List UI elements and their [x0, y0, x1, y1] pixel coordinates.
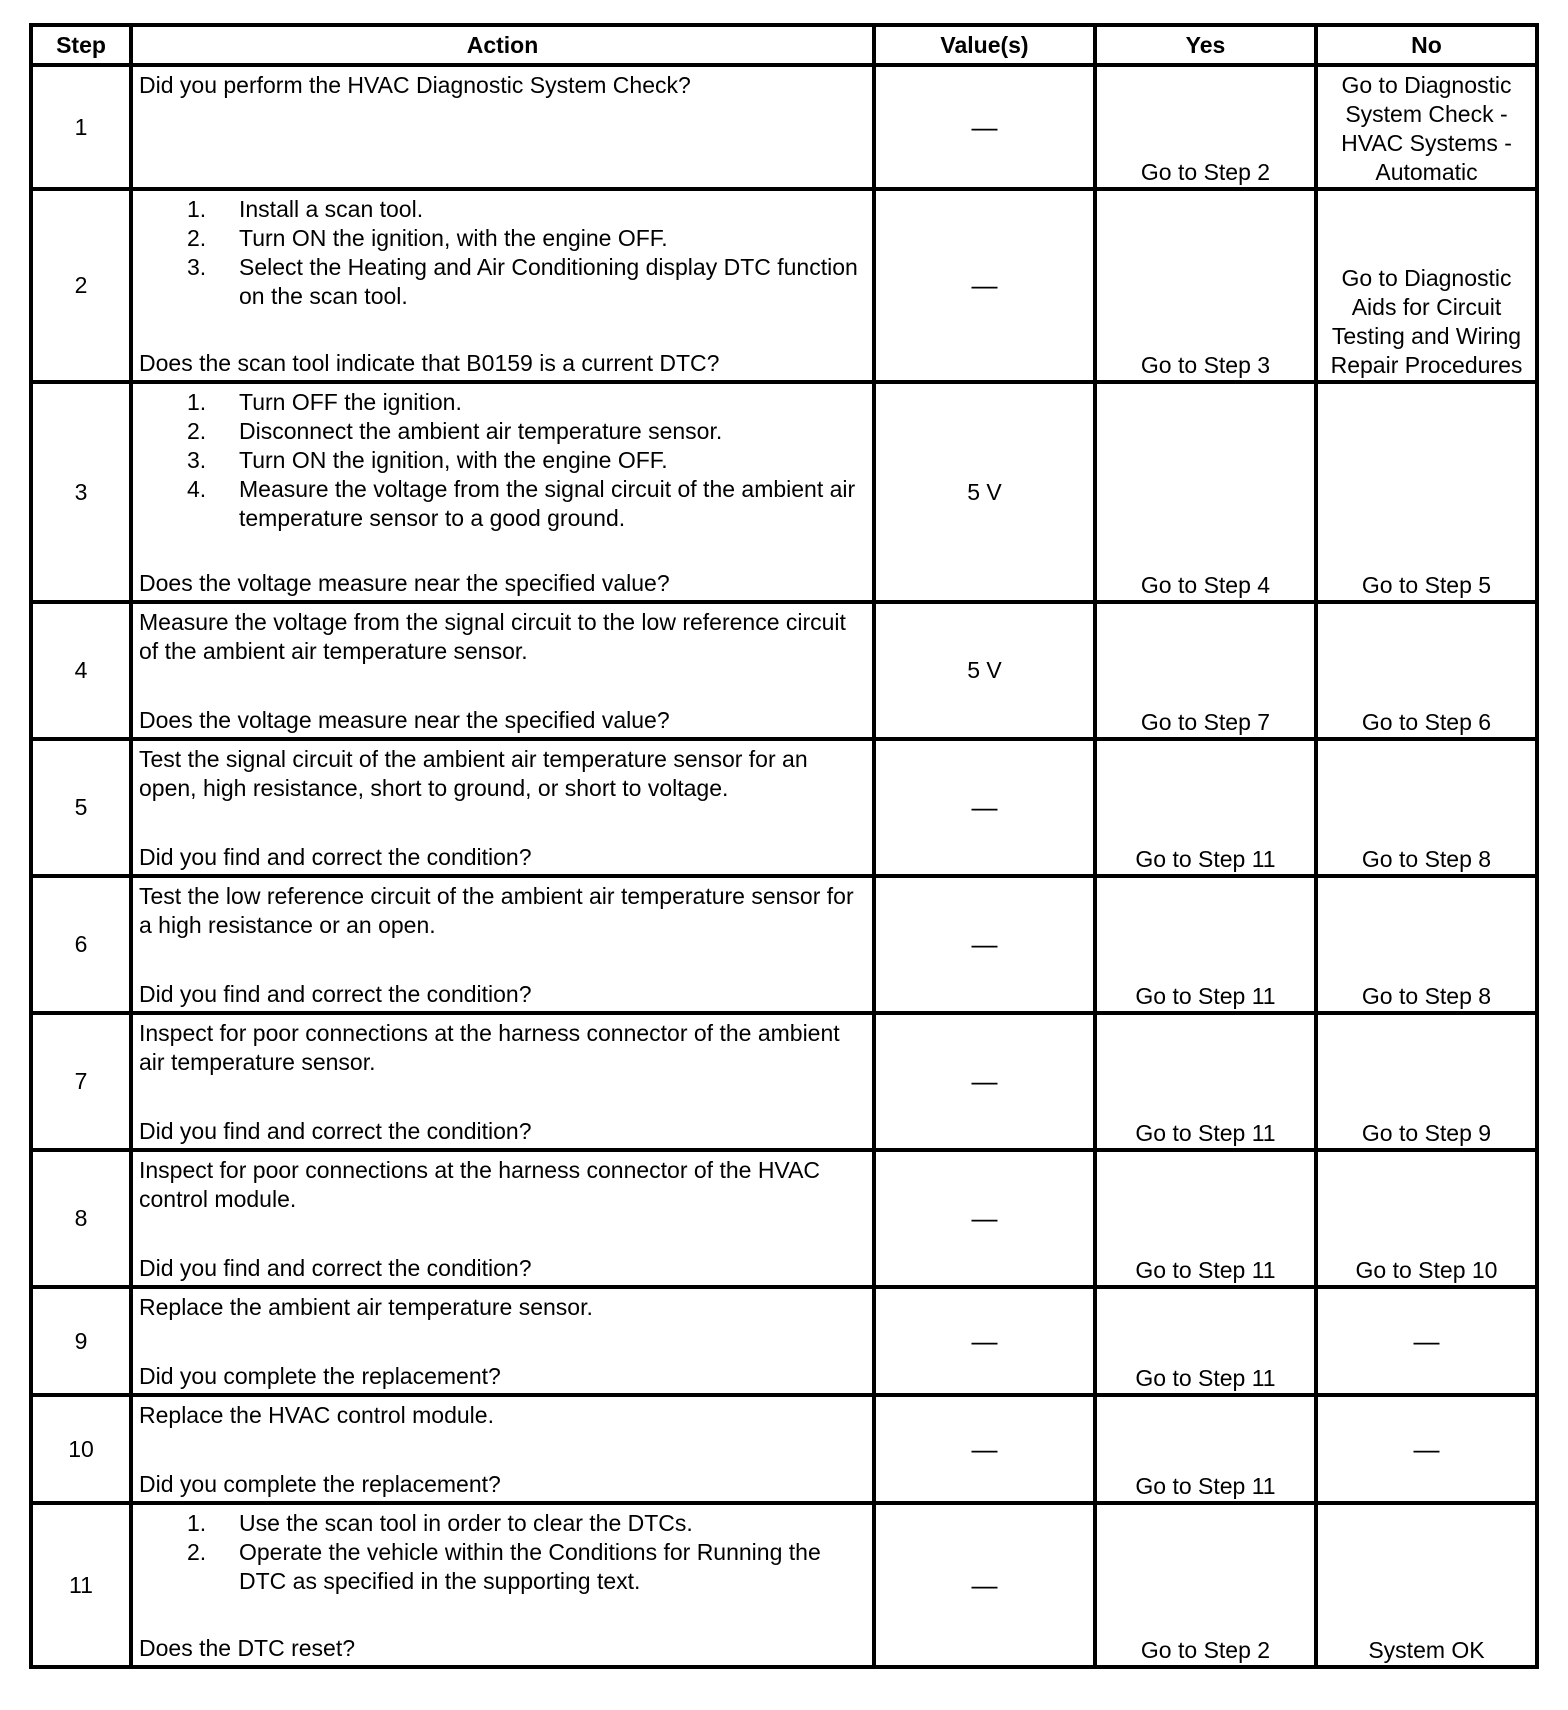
action-instructions [139, 388, 866, 533]
yes-cell: Go to Step 11 [1095, 876, 1316, 1013]
list-item-text: Select the Heating and Air Conditioning display DTC function on the scan tool. [239, 254, 858, 309]
action-cell [131, 1395, 874, 1503]
no-cell: Go to Step 5 [1316, 382, 1537, 602]
value-cell: 5 V [874, 602, 1095, 739]
list-item-number: 3. [187, 254, 207, 280]
action-question: Did you complete the replacement? [139, 1363, 501, 1389]
action-cell [131, 1150, 874, 1287]
yes-cell: Go to Step 2 [1095, 1503, 1316, 1667]
action-steps-list [139, 1509, 866, 1596]
yes-cell: Go to Step 4 [1095, 382, 1316, 602]
header-step: Step [31, 25, 131, 65]
list-item-number: 2. [187, 418, 207, 444]
action-cell [131, 739, 874, 876]
step-number: 9 [31, 1287, 131, 1395]
table-row [31, 189, 1537, 382]
table-row [31, 876, 1537, 1013]
table-row [31, 1150, 1537, 1287]
action-instructions [139, 1156, 866, 1214]
action-instructions [139, 1019, 866, 1077]
value-cell: — [874, 1013, 1095, 1150]
action-intro: Test the low reference circuit of the ambient air temperature sensor for a high resistance or an open. [139, 883, 854, 938]
action-content [133, 604, 872, 737]
value-cell: — [874, 65, 1095, 189]
step-number: 4 [31, 602, 131, 739]
table-header [31, 25, 1537, 65]
header-yes: Yes [1095, 25, 1316, 65]
list-item-number: 2. [187, 1539, 207, 1565]
table-row [31, 1503, 1537, 1667]
no-cell: Go to Step 8 [1316, 739, 1537, 876]
list-item-text: Use the scan tool in order to clear the DTCs. [239, 1510, 693, 1536]
header-no: No [1316, 25, 1537, 65]
no-cell: — [1316, 1287, 1537, 1395]
list-item-text: Turn ON the ignition, with the engine OFF. [239, 447, 668, 473]
table-row [31, 739, 1537, 876]
step-number: 11 [31, 1503, 131, 1667]
action-question: Does the DTC reset? [139, 1635, 356, 1661]
action-intro: Inspect for poor connections at the harness connector of the HVAC control module. [139, 1157, 821, 1212]
action-intro: Replace the HVAC control module. [139, 1402, 494, 1428]
list-item [139, 417, 866, 446]
table-row [31, 1287, 1537, 1395]
value-cell: — [874, 739, 1095, 876]
list-item-number: 1. [187, 196, 207, 222]
step-number: 6 [31, 876, 131, 1013]
action-content [133, 1152, 872, 1285]
header-row [31, 25, 1537, 65]
header-values: Value(s) [874, 25, 1095, 65]
no-cell: Go to Step 6 [1316, 602, 1537, 739]
action-question: Did you find and correct the condition? [139, 1118, 532, 1144]
action-intro: Test the signal circuit of the ambient air temperature sensor for an open, high resistance, short to ground, or short to voltage. [139, 746, 808, 801]
yes-cell: Go to Step 11 [1095, 1287, 1316, 1395]
table-row [31, 1013, 1537, 1150]
action-steps-list [139, 195, 866, 311]
action-instructions [139, 1293, 866, 1322]
value-cell: — [874, 1287, 1095, 1395]
action-question: Does the voltage measure near the specified value? [139, 570, 670, 596]
action-steps-list [139, 388, 866, 533]
action-question: Did you complete the replacement? [139, 1471, 501, 1497]
list-item-text: Disconnect the ambient air temperature sensor. [239, 418, 723, 444]
yes-cell: Go to Step 11 [1095, 1013, 1316, 1150]
table-row [31, 382, 1537, 602]
action-instructions [139, 1401, 866, 1430]
action-instructions [139, 608, 866, 666]
yes-cell: Go to Step 11 [1095, 739, 1316, 876]
list-item-text: Operate the vehicle within the Conditions for Running the DTC as specified in the supporting text. [239, 1539, 821, 1594]
action-content [133, 741, 872, 874]
action-cell [131, 1013, 874, 1150]
table-row [31, 1395, 1537, 1503]
step-number: 5 [31, 739, 131, 876]
diagnostic-table [29, 23, 1539, 1669]
no-cell: Go to Step 9 [1316, 1013, 1537, 1150]
table-row [31, 65, 1537, 189]
value-cell: — [874, 1503, 1095, 1667]
action-content [133, 878, 872, 1011]
list-item [139, 1509, 866, 1538]
action-cell [131, 189, 874, 382]
list-item [139, 1538, 866, 1596]
action-content [133, 1505, 872, 1665]
no-cell: Go to Diagnostic System Check - HVAC Systems - Automatic [1316, 65, 1537, 189]
action-question: Did you find and correct the condition? [139, 981, 532, 1007]
list-item-text: Turn ON the ignition, with the engine OFF. [239, 225, 668, 251]
list-item-number: 4. [187, 476, 207, 502]
no-cell: — [1316, 1395, 1537, 1503]
yes-cell: Go to Step 2 [1095, 65, 1316, 189]
action-cell [131, 65, 874, 189]
action-instructions [139, 71, 866, 100]
action-intro: Replace the ambient air temperature sensor. [139, 1294, 593, 1320]
action-content [133, 1289, 872, 1393]
action-question: Did you find and correct the condition? [139, 1255, 532, 1281]
action-question: Does the voltage measure near the specified value? [139, 707, 670, 733]
yes-cell: Go to Step 11 [1095, 1150, 1316, 1287]
action-cell [131, 876, 874, 1013]
list-item-text: Turn OFF the ignition. [239, 389, 462, 415]
action-cell [131, 1287, 874, 1395]
action-content [133, 191, 872, 380]
action-intro: Inspect for poor connections at the harness connector of the ambient air temperature sensor. [139, 1020, 840, 1075]
list-item-text: Measure the voltage from the signal circuit of the ambient air temperature sensor to a good ground. [239, 476, 856, 531]
yes-cell: Go to Step 3 [1095, 189, 1316, 382]
step-number: 8 [31, 1150, 131, 1287]
step-number: 7 [31, 1013, 131, 1150]
no-cell: System OK [1316, 1503, 1537, 1667]
no-cell: Go to Step 10 [1316, 1150, 1537, 1287]
value-cell: — [874, 1395, 1095, 1503]
list-item-text: Install a scan tool. [239, 196, 424, 222]
value-cell: — [874, 189, 1095, 382]
header-action: Action [131, 25, 874, 65]
no-cell: Go to Diagnostic Aids for Circuit Testing and Wiring Repair Procedures [1316, 189, 1537, 382]
list-item [139, 195, 866, 224]
action-content [133, 1397, 872, 1501]
value-cell: — [874, 876, 1095, 1013]
list-item [139, 446, 866, 475]
list-item [139, 224, 866, 253]
action-instructions [139, 882, 866, 940]
action-content [133, 67, 872, 187]
step-number: 10 [31, 1395, 131, 1503]
action-intro: Did you perform the HVAC Diagnostic System Check? [139, 72, 691, 98]
list-item-number: 2. [187, 225, 207, 251]
action-instructions [139, 195, 866, 311]
table-row [31, 602, 1537, 739]
yes-cell: Go to Step 11 [1095, 1395, 1316, 1503]
table-body [31, 65, 1537, 1667]
yes-cell: Go to Step 7 [1095, 602, 1316, 739]
action-cell [131, 1503, 874, 1667]
action-cell [131, 382, 874, 602]
action-content [133, 384, 872, 600]
step-number: 2 [31, 189, 131, 382]
list-item [139, 388, 866, 417]
action-intro: Measure the voltage from the signal circuit to the low reference circuit of the ambient air temperature sensor. [139, 609, 846, 664]
action-instructions [139, 1509, 866, 1596]
step-number: 1 [31, 65, 131, 189]
list-item [139, 475, 866, 533]
action-instructions [139, 745, 866, 803]
action-cell [131, 602, 874, 739]
list-item-number: 3. [187, 447, 207, 473]
action-question: Does the scan tool indicate that B0159 is a current DTC? [139, 350, 720, 376]
action-question: Did you find and correct the condition? [139, 844, 532, 870]
action-content [133, 1015, 872, 1148]
list-item-number: 1. [187, 1510, 207, 1536]
value-cell: 5 V [874, 382, 1095, 602]
list-item-number: 1. [187, 389, 207, 415]
step-number: 3 [31, 382, 131, 602]
list-item [139, 253, 866, 311]
value-cell: — [874, 1150, 1095, 1287]
no-cell: Go to Step 8 [1316, 876, 1537, 1013]
